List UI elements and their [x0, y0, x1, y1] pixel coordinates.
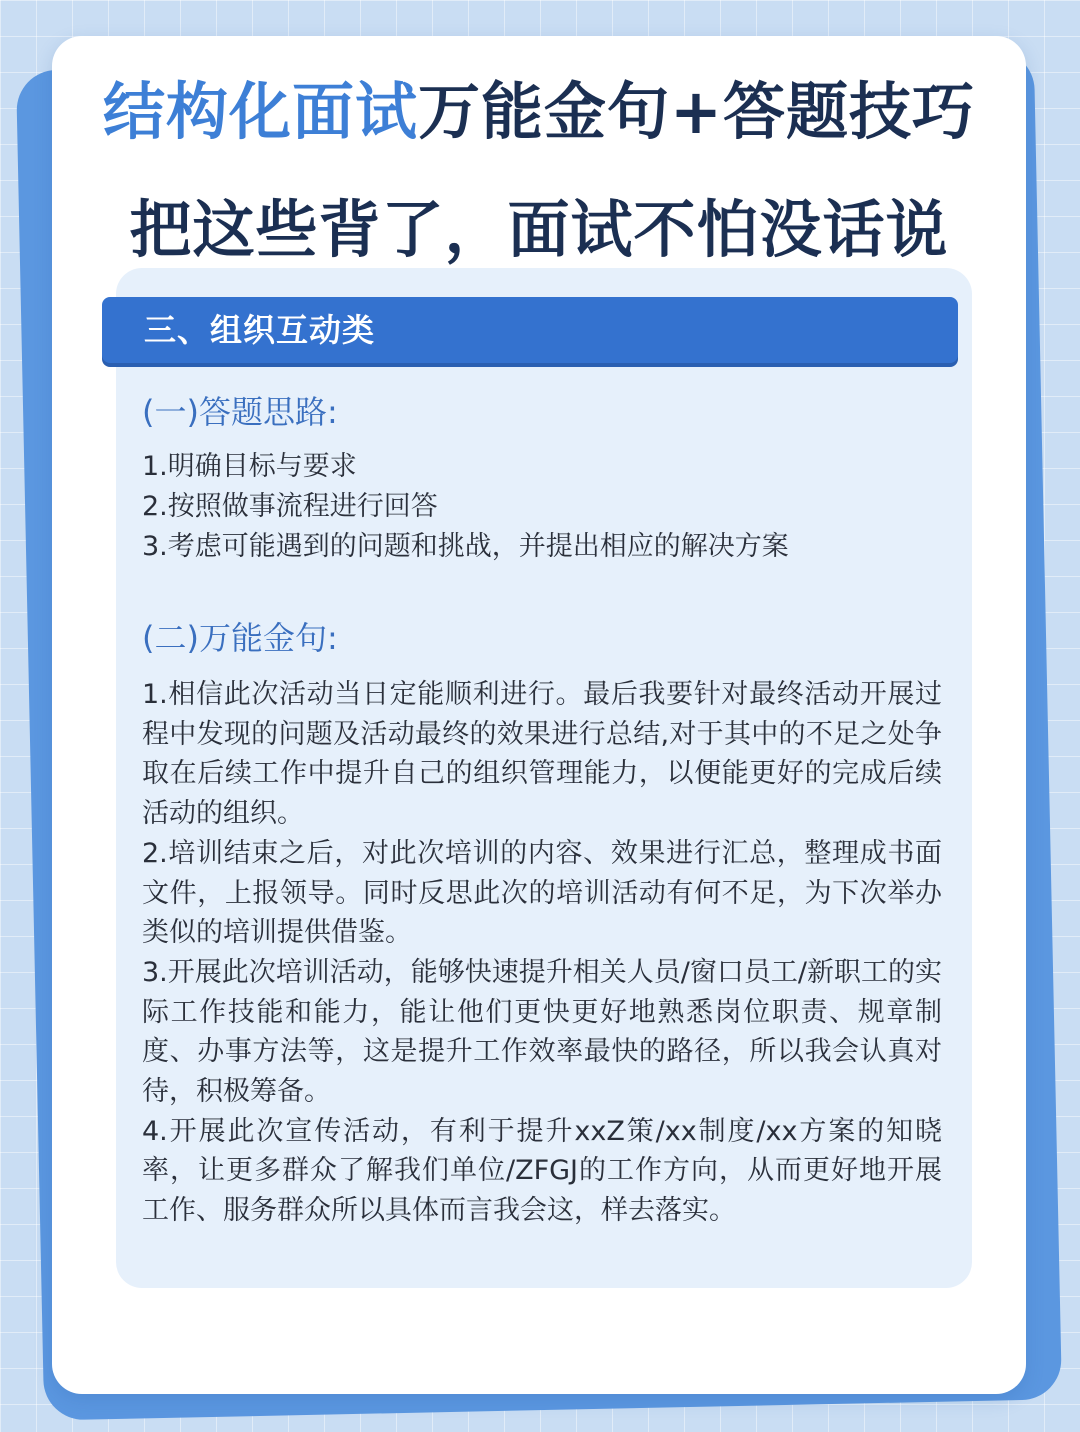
- phrases-heading: (二)万能金句:: [142, 619, 338, 657]
- page-subtitle: 把这些背了，面试不怕没话说: [129, 193, 949, 266]
- list-item: 3.开展此次培训活动，能够快速提升相关人员/窗口员工/新职工的实际工作技能和能力，能让他们更快更好地熟悉岗位职责、规章制度、办事方法等，这是提升工作效率最快的路径，所以我会认真对待，积极筹备。: [142, 956, 942, 1108]
- page-title: [52, 76, 1026, 148]
- list-item: 1.明确目标与要求: [142, 451, 357, 482]
- section-header: [102, 297, 958, 363]
- approach-heading: (一)答题思路:: [142, 393, 338, 431]
- list-item: 4.开展此次宣传活动，有利于提升xxZ策/xx制度/xx方案的知晓率，让更多群众了解我们单位/ZFGJ的工作方向，从而更好地开展工作、服务群众所以具体而言我会这，样去落实。: [142, 1115, 942, 1227]
- content-card: [52, 36, 1026, 1394]
- approach-list: [142, 447, 942, 567]
- list-item: 2.培训结束之后，对此次培训的内容、效果进行汇总，整理成书面文件，上报领导。同时反思此次的培训活动有何不足，为下次举办类似的培训提供借鉴。: [142, 837, 942, 949]
- list-item: 1.相信此次活动当日定能顺利进行。最后我要针对最终活动开展过程中发现的问题及活动最终的效果进行总结,对于其中的不足之处争取在后续工作中提升自己的组织管理能力，以便能更好的完成后续活动的组织。: [142, 679, 942, 830]
- phrases-list: [142, 675, 942, 1231]
- list-item: 2.按照做事流程进行回答: [142, 491, 438, 522]
- title-rest: 万能金句+答题技巧: [418, 75, 975, 148]
- list-item: 3.考虑可能遇到的问题和挑战，并提出相应的解决方案: [142, 531, 789, 562]
- title-highlight: 结构化面试: [103, 75, 419, 148]
- section-title: 三、组织互动类: [144, 311, 376, 349]
